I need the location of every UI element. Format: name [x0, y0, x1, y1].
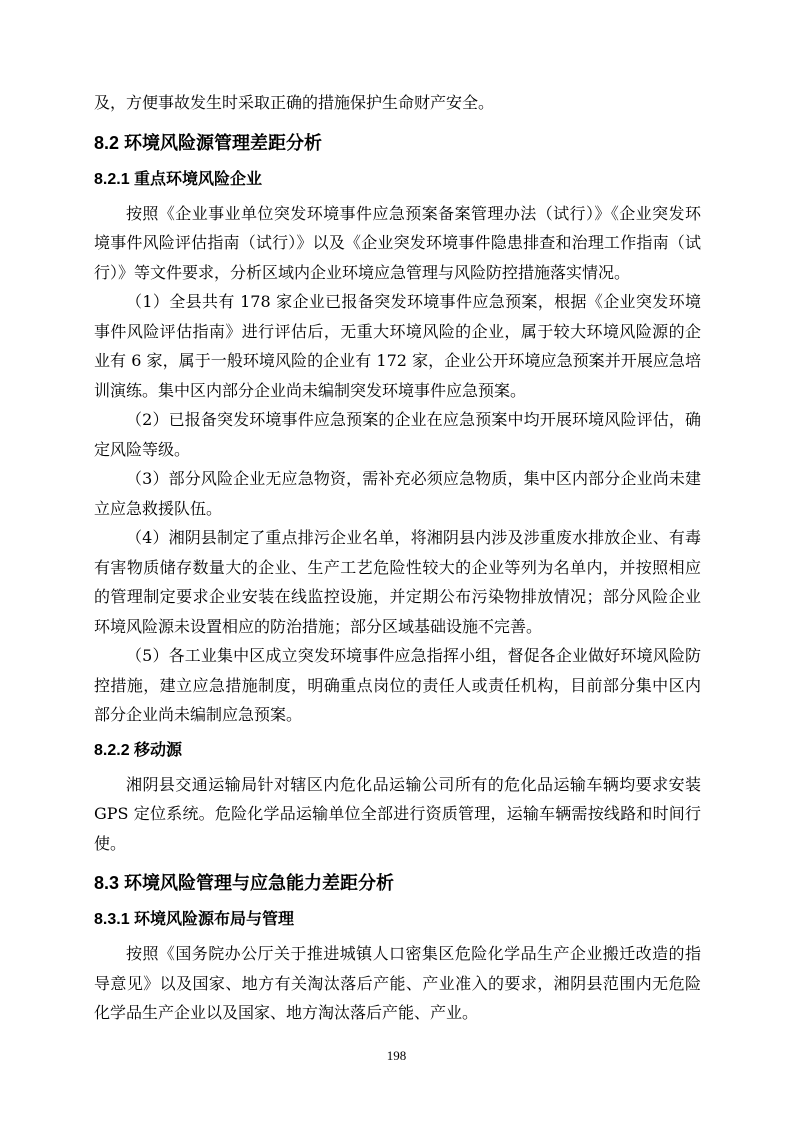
- paragraph-policy-basis: 按照《企业事业单位突发环境事件应急预案备案管理办法（试行）》《企业突发环境事件风险评估指南（试行）》以及《企业突发环境事件隐患排查和治理工作指南（试行）》等文件要求，分析区域内企业环境应急管理与风险防控措施落实情况。: [94, 203, 701, 282]
- heading-8-2: 8.2 环境风险源管理差距分析: [94, 132, 323, 153]
- page-number: 198: [386, 1048, 407, 1063]
- paragraph-item-4: （4）湘阴县制定了重点排污企业名单，将湘阴县内涉及涉重废水排放企业、有毒有害物质储存数量大的企业、生产工艺危险性较大的企业等列为名单内，并按照相应的管理制定要求企业安装在线监控设施，并定期公布污染物排放情况；部分风险企业环境风险源未设置相应的防治措施；部分区域基础设施不完善。: [94, 528, 701, 636]
- paragraph-item-1: （1）全县共有 178 家企业已报备突发环境事件应急预案，根据《企业突发环境事件风险评估指南》进行评估后，无重大环境风险的企业，属于较大环境风险源的企业有 6 家，属于一般环境风险的企业有 172 家，企业公开环境应急预案并开展应急培训演练。集中区内部分企业尚未编制突发环境事件应急预案。: [94, 292, 701, 400]
- paragraph-continuation: 及，方便事故发生时采取正确的措施保护生命财产安全。: [94, 93, 495, 112]
- paragraph-mobile-source: 湘阴县交通运输局针对辖区内危化品运输公司所有的危化品运输车辆均要求安装 GPS 定位系统。危险化学品运输单位全部进行资质管理，运输车辆需按线路和时间行使。: [94, 774, 701, 853]
- paragraph-layout-management: 按照《国务院办公厅关于推进城镇人口密集区危险化学品生产企业搬迁改造的指导意见》以及国家、地方有关淘汰落后产能、产业准入的要求，湘阴县范围内无危险化学品生产企业以及国家、地方淘汰落后产能、产业。: [94, 944, 701, 1022]
- paragraph-item-3: （3）部分风险企业无应急物资，需补充必须应急物质，集中区内部分企业尚未建立应急救援队伍。: [94, 469, 701, 518]
- paragraph-item-2: （2）已报备突发环境事件应急预案的企业在应急预案中均开展环境风险评估，确定风险等级。: [94, 410, 701, 459]
- heading-8-3-1: 8.3.1 环境风险源布局与管理: [94, 911, 295, 928]
- heading-8-3: 8.3 环境风险管理与应急能力差距分析: [94, 873, 395, 893]
- heading-8-2-2: 8.2.2 移动源: [94, 741, 183, 759]
- heading-8-2-1: 8.2.1 重点环境风险企业: [94, 170, 263, 188]
- paragraph-item-5: （5）各工业集中区成立突发环境事件应急指挥小组，督促各企业做好环境风险防控措施，建立应急措施制度，明确重点岗位的责任人或责任机构，目前部分集中区内部分企业尚未编制应急预案。: [94, 646, 701, 724]
